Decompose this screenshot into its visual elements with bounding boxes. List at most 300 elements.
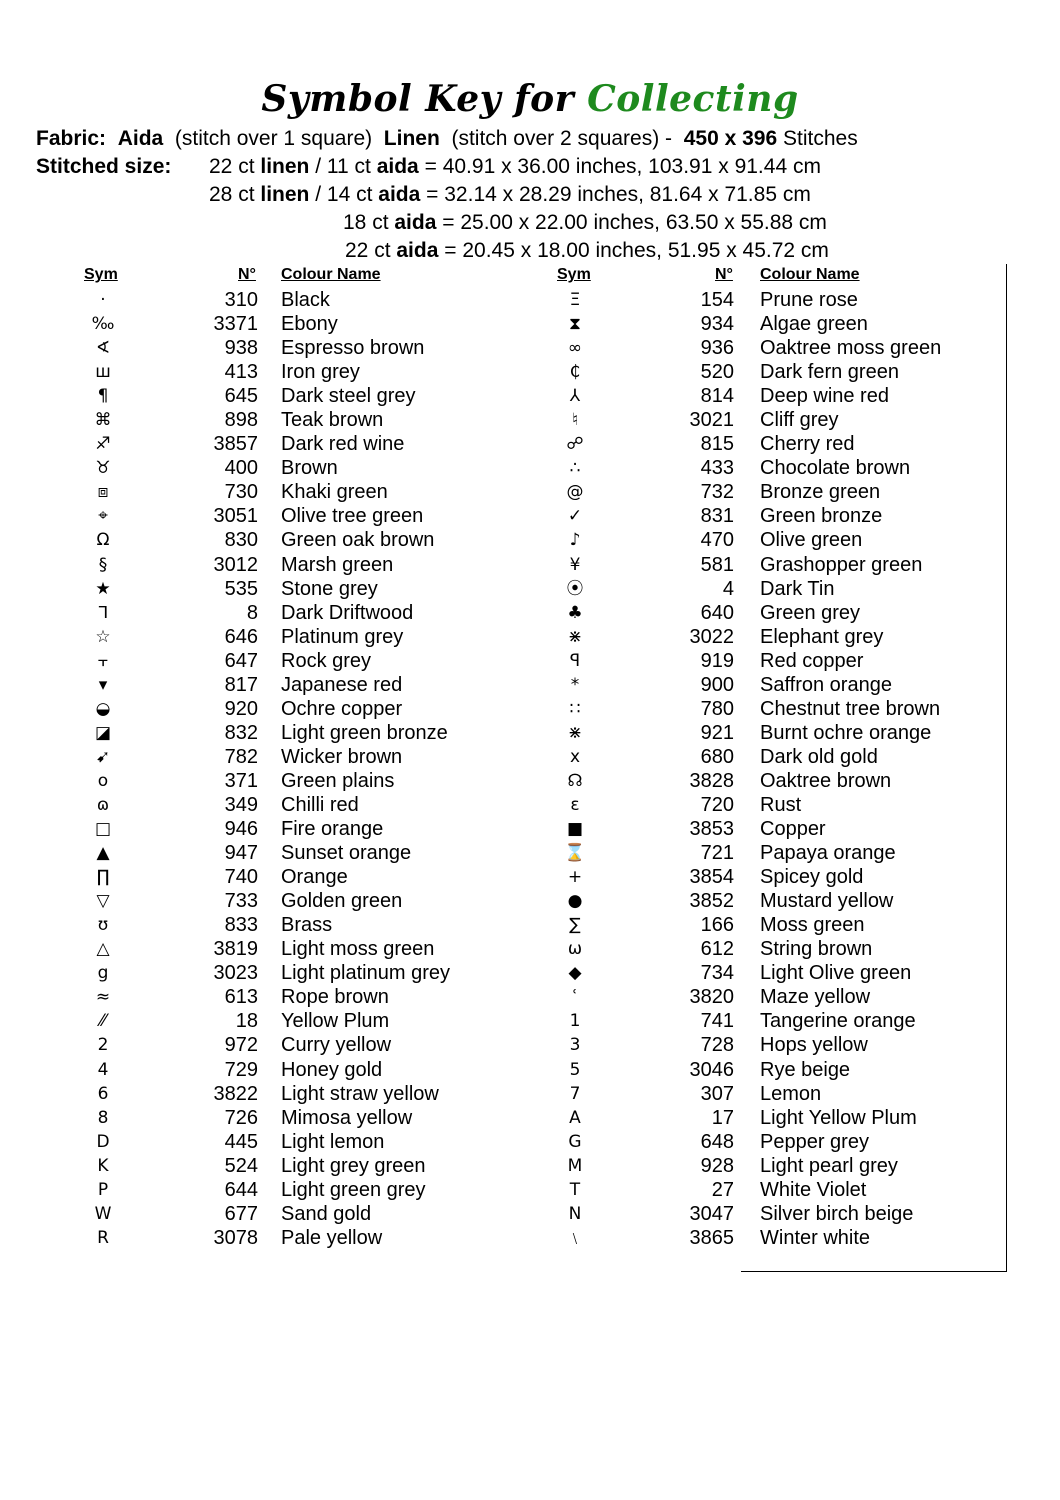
key-row: [555, 432, 1005, 456]
colour-name: Light straw yellow: [281, 1082, 439, 1105]
floss-number: 3820: [689, 986, 734, 1009]
symbol-glyph: G: [568, 1131, 582, 1152]
colour-name: Green grey: [760, 601, 861, 624]
symbol-glyph: ∷: [569, 698, 581, 719]
symbol-glyph: x: [569, 746, 581, 767]
floss-number: 400: [224, 457, 258, 480]
colour-name: Oaktree brown: [760, 769, 892, 792]
floss-number: 726: [224, 1106, 258, 1129]
floss-number: 520: [700, 361, 734, 384]
right-key-column: [555, 288, 1005, 1250]
key-row: [83, 1154, 503, 1178]
symbol-glyph: ▽: [96, 891, 110, 912]
key-row: [83, 697, 503, 721]
key-row: [555, 1033, 1005, 1057]
stitch-word: Stitches: [783, 127, 858, 150]
floss-number: 782: [224, 745, 258, 768]
key-row: [555, 697, 1005, 721]
symbol-glyph: 4: [97, 1059, 109, 1080]
key-row: [83, 913, 503, 937]
symbol-glyph: △: [96, 939, 110, 960]
colour-name: Maze yellow: [760, 986, 871, 1009]
colour-name: Japanese red: [281, 673, 403, 696]
key-row: [83, 1082, 503, 1106]
floss-number: 831: [700, 505, 734, 528]
symbol-glyph: ω: [567, 939, 583, 960]
fabric-linen: Linen: [383, 127, 440, 150]
symbol-glyph: ⌖: [98, 506, 108, 527]
symbol-glyph: A: [569, 1107, 581, 1128]
floss-number: 581: [700, 553, 734, 576]
colour-name: Dark old gold: [760, 745, 878, 768]
key-row: [555, 480, 1005, 504]
key-row: [83, 1226, 503, 1250]
symbol-glyph: ◒: [95, 698, 111, 719]
symbol-glyph: ꟼ: [569, 650, 581, 671]
key-row: [555, 913, 1005, 937]
key-row: [83, 841, 503, 865]
symbol-glyph: 1: [569, 1011, 581, 1032]
key-row: [555, 745, 1005, 769]
floss-number: 814: [700, 385, 734, 408]
colour-name: Green bronze: [760, 505, 883, 528]
key-row: [83, 601, 503, 625]
colour-name: Olive green: [760, 529, 863, 552]
symbol-glyph: §: [98, 554, 108, 575]
key-row: [83, 1202, 503, 1226]
floss-number: 433: [700, 457, 734, 480]
floss-number: 898: [224, 409, 258, 432]
colour-name: Chestnut tree brown: [760, 697, 941, 720]
symbol-glyph: ∢: [95, 338, 111, 359]
symbol-glyph: ш: [95, 362, 111, 383]
key-row: [83, 288, 503, 312]
symbol-glyph: M: [567, 1155, 583, 1176]
symbol-glyph: ₵: [569, 362, 581, 383]
symbol-glyph: ε: [570, 794, 580, 815]
floss-number: 613: [224, 986, 258, 1009]
key-row: [555, 793, 1005, 817]
size-line-3: 18 ct aida = 25.00 x 22.00 inches, 63.50 x 55.88 cm: [343, 211, 827, 234]
header-num-left: N°: [238, 266, 256, 283]
colour-name: Ebony: [281, 313, 338, 336]
floss-number: 3857: [213, 433, 258, 456]
colour-name: Mimosa yellow: [281, 1106, 413, 1129]
colour-name: Sand gold: [281, 1202, 372, 1225]
symbol-glyph: R: [97, 1227, 109, 1248]
floss-number: 900: [700, 673, 734, 696]
colour-name: Light moss green: [281, 938, 435, 961]
symbol-glyph: T: [569, 1179, 581, 1200]
stitched-size-label: Stitched size:: [36, 155, 172, 178]
key-row: [555, 1178, 1005, 1202]
symbol-glyph: ∞: [567, 338, 583, 359]
floss-number: 720: [700, 793, 734, 816]
colour-name: Light grey green: [281, 1154, 426, 1177]
symbol-glyph: Ω: [96, 530, 110, 551]
floss-number: 3051: [213, 505, 258, 528]
symbol-glyph: o: [97, 770, 109, 791]
floss-number: 921: [700, 721, 734, 744]
colour-name: Saffron orange: [760, 673, 892, 696]
colour-name: Cherry red: [760, 433, 855, 456]
key-row: [83, 336, 503, 360]
floss-number: 730: [224, 481, 258, 504]
floss-number: 3012: [213, 553, 258, 576]
floss-number: 154: [700, 289, 734, 311]
key-row: [83, 769, 503, 793]
symbol-glyph: ≈: [95, 987, 111, 1008]
key-row: [555, 1226, 1005, 1250]
floss-number: 307: [700, 1082, 734, 1105]
colour-name: Dark fern green: [760, 361, 899, 384]
symbol-glyph: ⌛: [564, 843, 586, 864]
symbol-glyph: ʿ: [572, 987, 578, 1008]
floss-number: 832: [224, 721, 258, 744]
colour-name: Brown: [281, 457, 338, 480]
colour-name: String brown: [760, 938, 873, 961]
colour-name: Red copper: [760, 649, 864, 672]
key-row: [83, 985, 503, 1009]
symbol-glyph: g: [97, 963, 109, 984]
symbol-glyph: ∴: [569, 458, 581, 479]
floss-number: 3047: [689, 1202, 734, 1225]
floss-number: 3819: [213, 938, 258, 961]
floss-number: 3828: [689, 769, 734, 792]
key-row: [83, 528, 503, 552]
key-row: [83, 865, 503, 889]
key-row: [83, 889, 503, 913]
colour-name: Pale yellow: [281, 1226, 383, 1249]
symbol-glyph: ☆: [95, 626, 111, 647]
colour-name: Ochre copper: [281, 697, 403, 720]
floss-number: 3822: [213, 1082, 258, 1105]
colour-name: Rye beige: [760, 1058, 851, 1081]
symbol-glyph: ∏: [96, 867, 110, 888]
key-row: [555, 384, 1005, 408]
symbol-glyph: ♣: [567, 602, 583, 623]
title-prefix: Symbol Key for: [261, 78, 575, 120]
key-row: [83, 384, 503, 408]
symbol-glyph: P: [97, 1179, 109, 1200]
symbol-glyph: ⋇: [567, 722, 583, 743]
symbol-glyph: ⁄⁄: [100, 1011, 106, 1032]
key-row: [555, 504, 1005, 528]
colour-name: Light pearl grey: [760, 1154, 898, 1177]
symbol-glyph: K: [97, 1155, 109, 1176]
symbol-glyph: ⧈: [97, 482, 109, 503]
symbol-glyph: @: [566, 482, 584, 503]
floss-number: 677: [224, 1202, 258, 1225]
colour-name: Golden green: [281, 890, 403, 913]
floss-number: 947: [224, 842, 258, 865]
key-row: [555, 408, 1005, 432]
symbol-glyph: ∑: [569, 915, 581, 936]
colour-name: Fire orange: [281, 818, 384, 841]
floss-number: 740: [224, 866, 258, 889]
symbol-glyph: ⋇: [567, 626, 583, 647]
colour-name: Elephant grey: [760, 625, 884, 648]
floss-number: 815: [700, 433, 734, 456]
colour-name: Lemon: [760, 1082, 822, 1105]
symbol-glyph: ☊: [567, 770, 583, 791]
floss-number: 4: [722, 577, 734, 600]
floss-number: 972: [224, 1034, 258, 1057]
symbol-glyph: 8: [97, 1107, 109, 1128]
key-row: [555, 553, 1005, 577]
floss-number: 732: [700, 481, 734, 504]
key-row: [83, 1009, 503, 1033]
colour-name: Spicey gold: [760, 866, 864, 889]
colour-name: Deep wine red: [760, 385, 889, 408]
key-row: [555, 817, 1005, 841]
header-sym-left: Sym: [84, 266, 118, 283]
colour-name: Olive tree green: [281, 505, 424, 528]
fabric-line: [36, 127, 858, 151]
symbol-glyph: 5: [569, 1059, 581, 1080]
symbol-glyph: ¥: [569, 554, 581, 575]
floss-number: 729: [224, 1058, 258, 1081]
symbol-glyph: ●: [567, 891, 583, 912]
key-row: [555, 1202, 1005, 1226]
colour-name: Khaki green: [281, 481, 388, 504]
key-row: [555, 769, 1005, 793]
symbol-glyph: ⧗: [569, 314, 581, 335]
colour-name: Espresso brown: [281, 337, 425, 360]
key-row: [83, 456, 503, 480]
key-row: [555, 288, 1005, 312]
key-row: [83, 745, 503, 769]
symbol-glyph: ◪: [94, 722, 112, 743]
symbol-glyph: ♪: [569, 530, 581, 551]
key-row: [555, 721, 1005, 745]
symbol-glyph: ¶: [97, 386, 109, 407]
colour-name: Orange: [281, 866, 348, 889]
floss-number: 647: [224, 649, 258, 672]
colour-name: Burnt ochre orange: [760, 721, 932, 744]
floss-number: 728: [700, 1034, 734, 1057]
key-row: [83, 480, 503, 504]
key-row: [83, 1058, 503, 1082]
floss-number: 640: [700, 601, 734, 624]
floss-number: 27: [711, 1178, 734, 1201]
symbol-glyph: □: [94, 819, 112, 840]
fabric-aida-note: (stitch over 1 square): [174, 127, 373, 150]
key-row: [555, 528, 1005, 552]
floss-number: 17: [711, 1106, 734, 1129]
floss-number: 3046: [689, 1058, 734, 1081]
symbol-glyph: ▾: [98, 674, 108, 695]
key-row: [555, 1082, 1005, 1106]
symbol-glyph: ♮: [571, 410, 579, 431]
key-row: [83, 577, 503, 601]
floss-number: 645: [224, 385, 258, 408]
colour-name: Prune rose: [760, 289, 858, 311]
key-row: [83, 649, 503, 673]
floss-number: 833: [224, 914, 258, 937]
floss-number: 919: [700, 649, 734, 672]
floss-number: 18: [235, 1010, 258, 1033]
colour-name: Brass: [281, 914, 333, 937]
floss-number: 445: [224, 1130, 258, 1153]
floss-number: 644: [224, 1178, 258, 1201]
colour-name: Rust: [760, 793, 802, 816]
colour-name: Light Yellow Plum: [760, 1106, 917, 1129]
colour-name: Rock grey: [281, 649, 372, 672]
key-row: [555, 985, 1005, 1009]
colour-name: Curry yellow: [281, 1034, 392, 1057]
key-row: [555, 841, 1005, 865]
key-row: [555, 625, 1005, 649]
colour-name: Dark Tin: [760, 577, 835, 600]
colour-name: Mustard yellow: [760, 890, 894, 913]
colour-name: White Violet: [760, 1178, 867, 1201]
floss-number: 3022: [689, 625, 734, 648]
floss-number: 413: [224, 361, 258, 384]
colour-name: Chilli red: [281, 793, 359, 816]
symbol-glyph: ⫟: [97, 650, 109, 671]
fabric-label: Fabric:: [36, 127, 107, 150]
key-row: [555, 961, 1005, 985]
key-row: [555, 865, 1005, 889]
colour-name: Iron grey: [281, 361, 360, 384]
key-row: [555, 937, 1005, 961]
key-row: [83, 721, 503, 745]
key-row: [83, 1033, 503, 1057]
floss-number: 3023: [213, 962, 258, 985]
colour-name: Chocolate brown: [760, 457, 911, 480]
floss-number: 8: [246, 601, 258, 624]
size-line-4: 22 ct aida = 20.45 x 18.00 inches, 51.95 x 45.72 cm: [345, 239, 829, 262]
floss-number: 612: [700, 938, 734, 961]
floss-number: 3021: [689, 409, 734, 432]
colour-name: Grashopper green: [760, 553, 923, 576]
title-subject: Collecting: [587, 78, 799, 120]
symbol-glyph: ■: [566, 819, 584, 840]
key-row: [555, 336, 1005, 360]
colour-name: Bronze green: [760, 481, 881, 504]
floss-number: 524: [224, 1154, 258, 1177]
colour-name: Cliff grey: [760, 409, 839, 432]
symbol-glyph: ·: [100, 290, 106, 310]
colour-name: Black: [281, 289, 330, 311]
key-row: [555, 312, 1005, 336]
colour-name: Hops yellow: [760, 1034, 868, 1057]
key-row: [83, 961, 503, 985]
symbol-glyph: *: [570, 674, 580, 695]
floss-number: 3853: [689, 818, 734, 841]
symbol-glyph: ♐: [95, 434, 111, 455]
right-border-line: [1006, 264, 1007, 1272]
colour-name: Marsh green: [281, 553, 394, 576]
floss-number: 3078: [213, 1226, 258, 1249]
colour-name: Green plains: [281, 769, 395, 792]
key-row: [555, 577, 1005, 601]
floss-number: 741: [700, 1010, 734, 1033]
floss-number: 936: [700, 337, 734, 360]
key-row: [83, 553, 503, 577]
colour-name: Dark steel grey: [281, 385, 416, 408]
key-row: [83, 673, 503, 697]
floss-number: 920: [224, 697, 258, 720]
symbol-glyph: ☍: [566, 434, 584, 455]
colour-name: Honey gold: [281, 1058, 383, 1081]
colour-name: Light green grey: [281, 1178, 426, 1201]
floss-number: 535: [224, 577, 258, 600]
floss-number: 830: [224, 529, 258, 552]
colour-name: Light green bronze: [281, 721, 448, 744]
key-row: [83, 312, 503, 336]
symbol-glyph: ʊ: [97, 915, 109, 936]
colour-name: Dark Driftwood: [281, 601, 414, 624]
symbol-glyph: ⅄: [569, 386, 581, 407]
floss-number: 470: [700, 529, 734, 552]
symbol-glyph: ⌘: [94, 410, 112, 431]
colour-name: Yellow Plum: [281, 1010, 390, 1033]
symbol-glyph: +: [567, 867, 583, 888]
key-row: [83, 1130, 503, 1154]
floss-number: 371: [224, 769, 258, 792]
symbol-glyph: ♉: [95, 458, 111, 479]
key-row: [83, 408, 503, 432]
floss-number: 721: [700, 842, 734, 865]
colour-name: Pepper grey: [760, 1130, 869, 1153]
colour-name: Stone grey: [281, 577, 378, 600]
fabric-aida: Aida: [117, 127, 164, 150]
colour-name: Winter white: [760, 1226, 871, 1249]
symbol-glyph: ▲: [96, 843, 110, 864]
symbol-glyph: ➹: [95, 746, 111, 767]
symbol-glyph: ᒣ: [97, 602, 109, 623]
symbol-glyph: Ξ: [569, 290, 581, 310]
key-row: [83, 817, 503, 841]
left-key-column: [83, 288, 503, 1250]
symbol-glyph: D: [96, 1131, 110, 1152]
key-row: [83, 1178, 503, 1202]
colour-name: Green oak brown: [281, 529, 435, 552]
symbol-glyph: 7: [569, 1083, 581, 1104]
key-row: [83, 1106, 503, 1130]
colour-name: Dark red wine: [281, 433, 405, 456]
key-row: [555, 1009, 1005, 1033]
floss-number: 3852: [689, 890, 734, 913]
colour-name: Rope brown: [281, 986, 389, 1009]
key-row: [83, 937, 503, 961]
floss-number: 310: [224, 289, 258, 311]
key-row: [555, 673, 1005, 697]
floss-number: 166: [700, 914, 734, 937]
colour-name: Light Olive green: [760, 962, 912, 985]
header-name-right: Colour Name: [760, 266, 860, 283]
fabric-linen-note: (stitch over 2 squares) -: [451, 127, 673, 150]
floss-number: 817: [224, 673, 258, 696]
size-line-2: 28 ct linen / 14 ct aida = 32.14 x 28.29 inches, 81.64 x 71.85 cm: [209, 183, 811, 206]
key-row: [83, 432, 503, 456]
symbol-glyph: ⦿: [566, 578, 584, 599]
colour-name: Oaktree moss green: [760, 337, 942, 360]
floss-number: 3371: [213, 313, 258, 336]
key-row: [555, 601, 1005, 625]
key-row: [555, 649, 1005, 673]
symbol-glyph: W: [94, 1203, 112, 1224]
key-row: [555, 360, 1005, 384]
page-title: [0, 78, 1060, 120]
symbol-glyph: 3: [569, 1035, 581, 1056]
key-row: [83, 793, 503, 817]
colour-name: Tangerine orange: [760, 1010, 916, 1033]
symbol-glyph: 6: [97, 1083, 109, 1104]
colour-name: Platinum grey: [281, 625, 404, 648]
